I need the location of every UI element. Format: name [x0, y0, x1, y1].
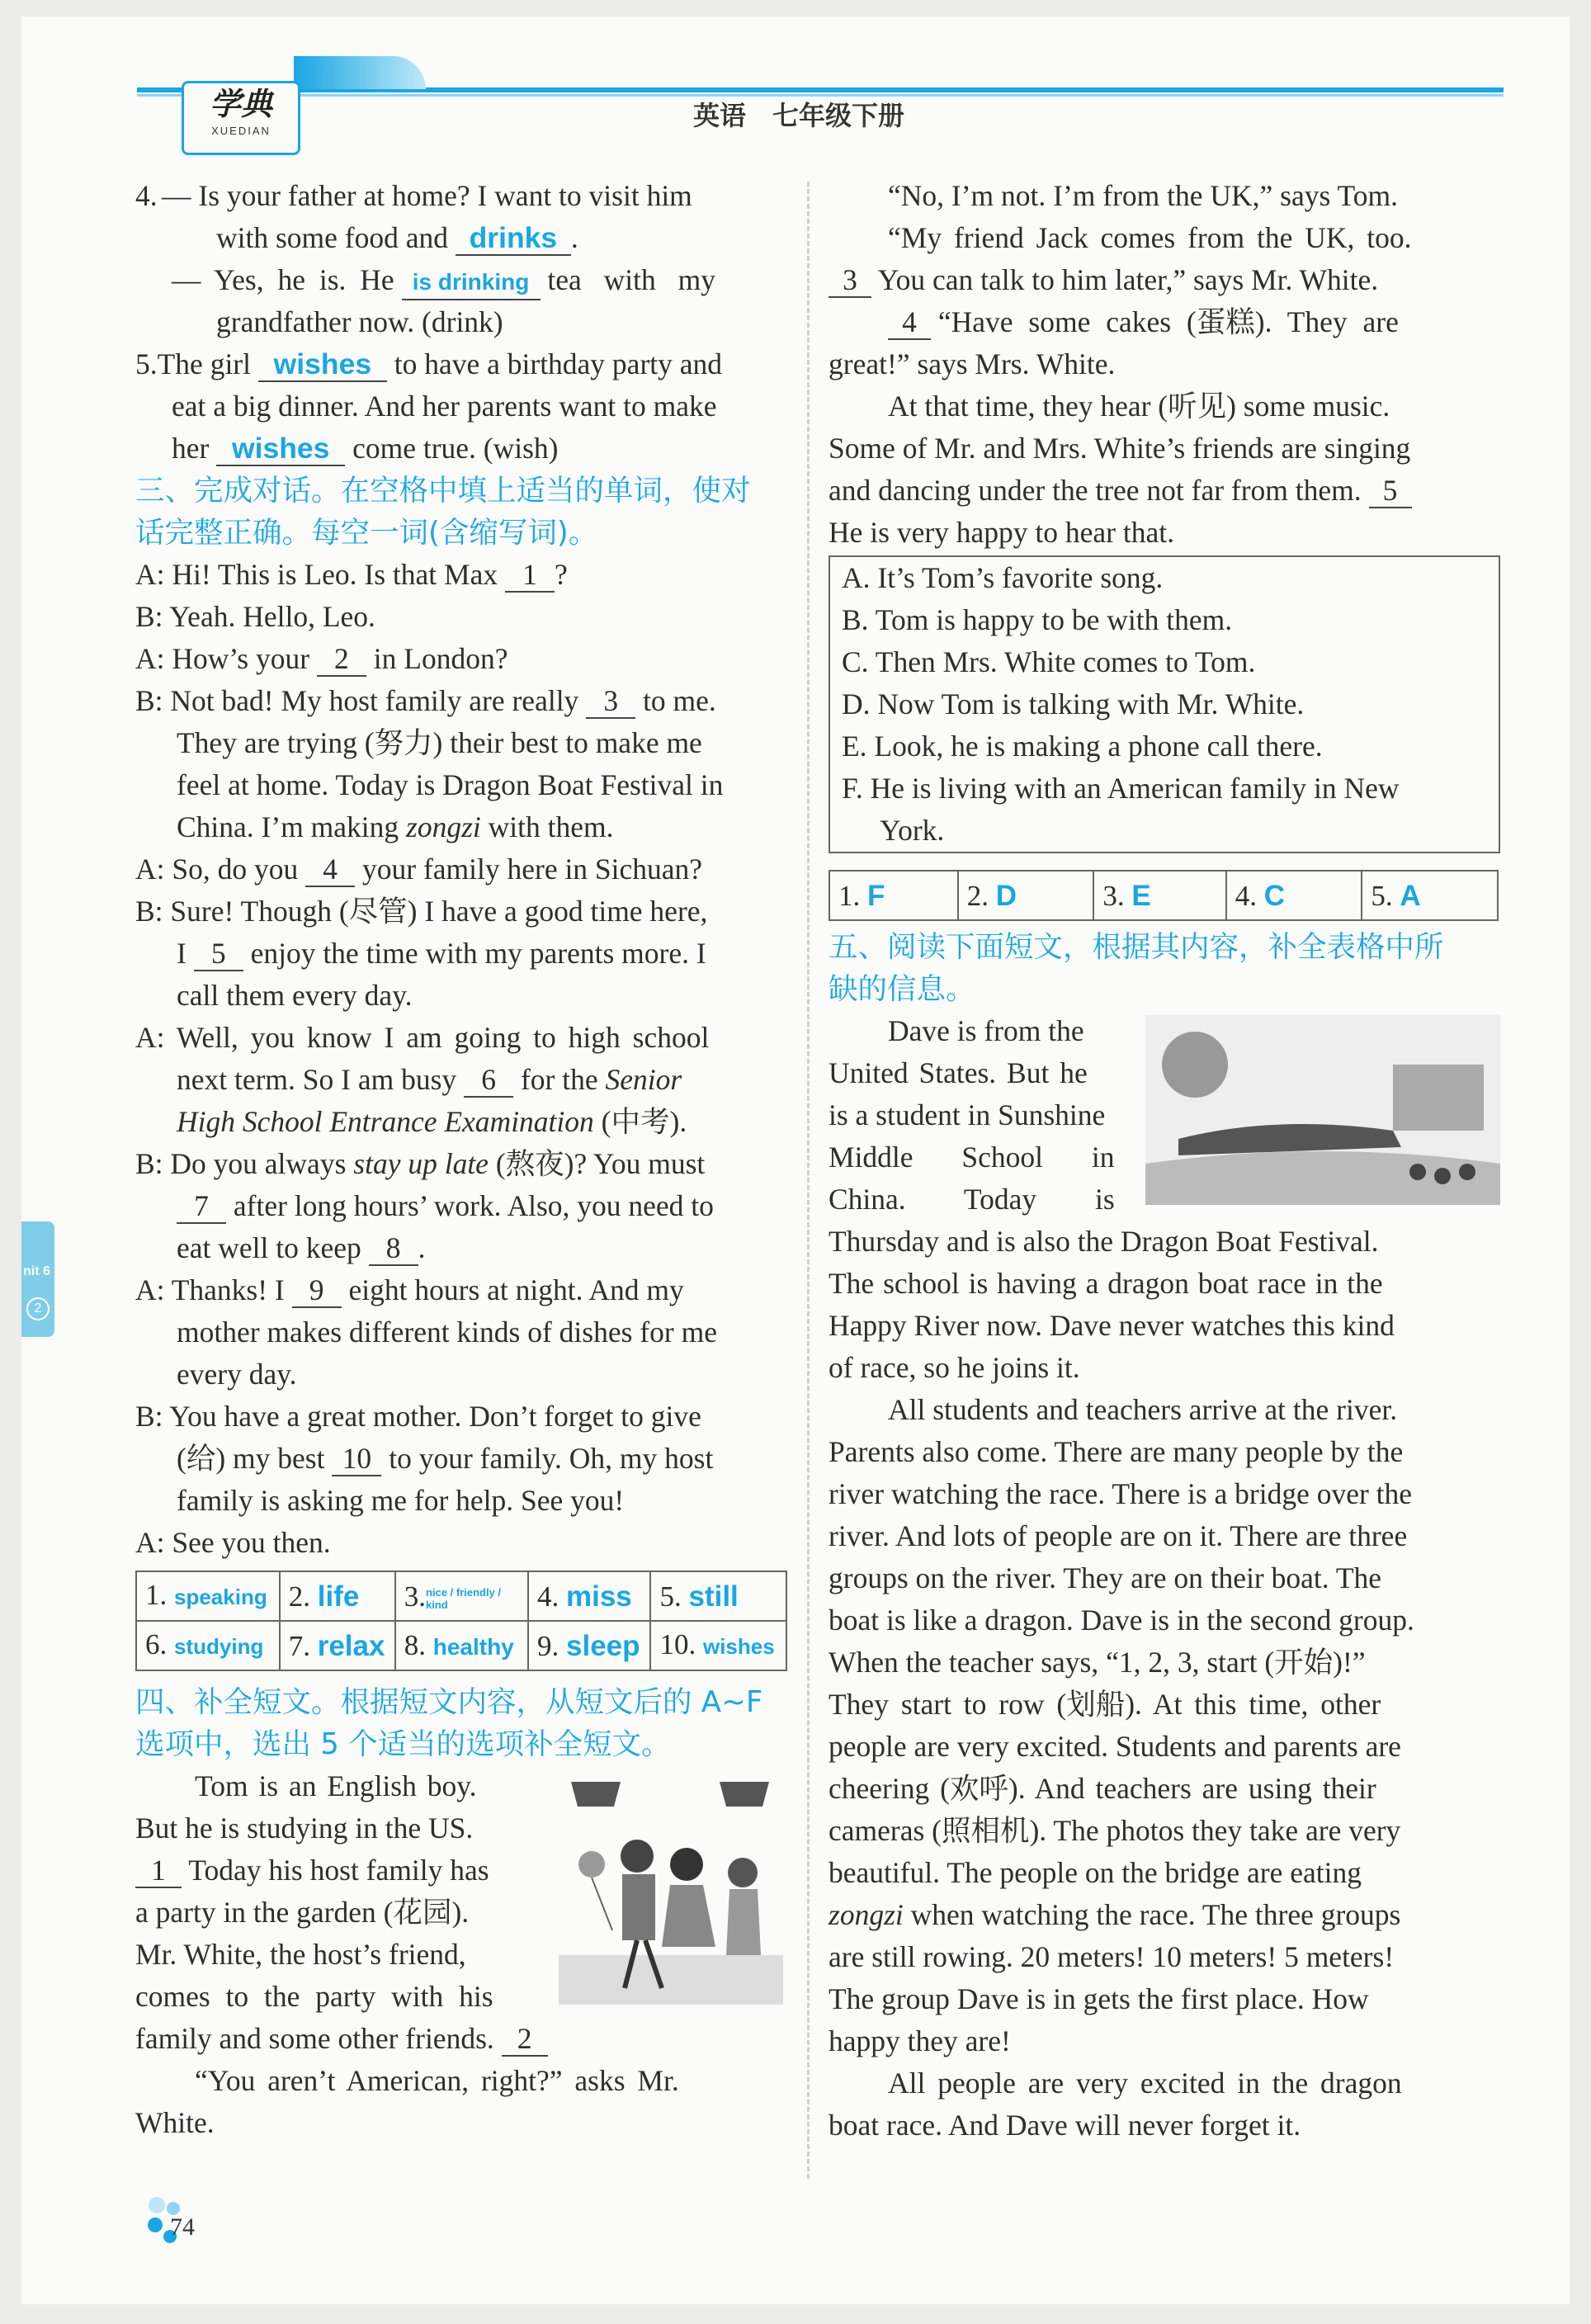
answer-cell: 3. E — [1093, 871, 1225, 920]
answer-cell: 5. still — [650, 1571, 786, 1621]
answer-blank: is drinking — [402, 266, 541, 300]
header-swoosh — [294, 56, 426, 89]
blank-3: 3 — [829, 263, 871, 298]
answer-cell: 6. studying — [136, 1621, 280, 1670]
dialog-line: A: Well, you know I am going to high school — [135, 1021, 710, 1054]
passage-line: United States. But he — [829, 1056, 1088, 1089]
answer-cell: 3.nice / friendly / kind — [395, 1571, 528, 1621]
answer-cell: 10. wishes — [650, 1621, 786, 1670]
blank-4: 4 — [305, 853, 355, 887]
logo — [182, 81, 300, 155]
passage-line: boat is like a dragon. Dave is in the second group. — [829, 1604, 1414, 1637]
dialog-line: A: How’s your 2 in London? — [135, 642, 508, 675]
passage-line: But he is studying in the US. — [135, 1811, 474, 1845]
dialog-line: feel at home. Today is Dragon Boat Festival in — [177, 768, 724, 801]
passage-line: Tom is an English boy. — [195, 1769, 477, 1802]
passage-line: When the teacher says, “1, 2, 3, start (开始)!” — [829, 1646, 1366, 1679]
q5-line1: 5.The girl wishes to have a birthday party and — [135, 347, 723, 380]
option-f: F. He is living with an American family in New — [842, 772, 1400, 805]
answer-cell: 5. A — [1362, 871, 1498, 920]
dialog-line: B: Not bad! My host family are really 3 to me. — [135, 684, 716, 717]
dialog-line: 7 after long hours’ work. Also, you need to — [135, 1185, 791, 1227]
side-tab-circle: 2 — [26, 1297, 50, 1320]
section4-body — [135, 1765, 791, 2144]
dialog-line: A: See you then. — [135, 1526, 331, 1559]
answer-cell: 9. sleep — [528, 1621, 650, 1670]
q4-number: 4. — [135, 179, 158, 212]
passage-line: great!” says Mrs. White. — [829, 347, 1116, 380]
passage-line: cheering (欢呼). And teachers are using their — [829, 1772, 1376, 1805]
answer-cell: 4. miss — [528, 1571, 650, 1621]
answer-cell: 1. F — [829, 871, 958, 920]
passage-line: Dave is from the — [888, 1014, 1084, 1047]
passage-line: zongzi when watching the race. The three groups — [829, 1898, 1401, 1931]
passage-line: groups on the river. They are on their boat. The — [829, 1561, 1382, 1594]
dialog-line: I 5 enjoy the time with my parents more. I — [177, 937, 706, 970]
dialog-line: High School Entrance Examination (中考). — [177, 1105, 687, 1138]
answer-cell: 2. life — [280, 1571, 395, 1621]
logo-text: 学典 — [209, 85, 272, 122]
passage-line: Some of Mr. and Mrs. White’s friends are singing — [829, 432, 1411, 465]
passage-line: Middle School in — [829, 1141, 1115, 1174]
section3-heading: 三、完成对话。在空格中填上适当的单词，使对 话完整正确。每空一词(含缩写词)。 — [135, 474, 751, 550]
page — [21, 17, 1570, 2304]
blank-6: 6 — [464, 1063, 513, 1098]
dialog-line: B: You have a great mother. Don’t forget to give — [135, 1400, 701, 1433]
blank-2: 2 — [317, 642, 366, 677]
q4-line4: grandfather now. (drink) — [216, 305, 503, 338]
answer-blank: wishes — [258, 347, 387, 382]
blank-3: 3 — [586, 684, 635, 719]
dialog-line: B: Do you always stay up late (熬夜)? You must — [135, 1147, 706, 1180]
passage-line: are still rowing. 20 meters! 10 meters! 5 meters! — [829, 1940, 1395, 1973]
passage-line: China. Today is — [829, 1183, 1115, 1216]
q5-line2: eat a big dinner. And her parents want to make — [172, 390, 717, 423]
blank-5: 5 — [194, 937, 243, 971]
answer-cell: 2. D — [958, 871, 1094, 920]
passage-line: cameras (照相机). The photos they take are very — [829, 1814, 1401, 1847]
passage-line: White. — [135, 2106, 215, 2139]
dialog-line: family is asking me for help. See you! — [177, 1484, 625, 1517]
side-tab — [21, 1221, 54, 1337]
option-e: E. Look, he is making a phone call there. — [842, 730, 1323, 763]
answer-cell: 4. C — [1226, 871, 1362, 920]
dialog-line: A: Thanks! I 9 eight hours at night. And my — [135, 1273, 684, 1306]
passage-line: Happy River now. Dave never watches this kind — [829, 1309, 1395, 1342]
right-column — [829, 175, 1502, 2147]
section5-body — [829, 1010, 1502, 2147]
passage-line: “You aren’t American, right?” asks Mr. — [195, 2064, 679, 2097]
passage-line: of race, so he joins it. — [829, 1351, 1080, 1384]
passage-line: All students and teachers arrive at the river. — [888, 1393, 1398, 1426]
dialog-line: mother makes different kinds of dishes for me — [177, 1316, 717, 1349]
book-title: 英语 七年级下册 — [693, 100, 905, 131]
option-f-cont: York. — [880, 814, 945, 847]
blank-5: 5 — [1369, 474, 1412, 508]
section5-heading: 五、阅读下面短文，根据其内容，补全表格中所 缺的信息。 — [829, 930, 1444, 1006]
blank-1: 1 — [505, 558, 555, 593]
passage-line: 4 “Have some cakes (蛋糕). They are — [829, 301, 1502, 343]
passage-line: river watching the race. There is a bridge over the — [829, 1477, 1413, 1510]
answer-blank: drinks — [456, 221, 571, 256]
passage-line: The group Dave is in gets the first place. How — [829, 1982, 1369, 2015]
passage-line: comes to the party with his — [135, 1980, 493, 2013]
dialog-line: B: Yeah. Hello, Leo. — [135, 600, 375, 633]
passage-line: boat race. And Dave will never forget it. — [829, 2109, 1301, 2142]
party-illustration — [555, 1765, 787, 2009]
dialog-line: China. I’m making zongzi with them. — [177, 810, 614, 843]
dialog-line: eat well to keep 8 . — [177, 1231, 426, 1264]
options-box — [829, 555, 1500, 853]
blank-9: 9 — [292, 1273, 342, 1308]
option-d: D. Now Tom is talking with Mr. White. — [842, 687, 1305, 720]
passage-line: is a student in Sunshine — [829, 1098, 1106, 1131]
left-column — [135, 175, 791, 2144]
dragon-boat-illustration — [1145, 1015, 1500, 1205]
passage-line: He is very happy to hear that. — [829, 516, 1174, 549]
passage-line: beautiful. The people on the bridge are eating — [829, 1856, 1362, 1889]
q5-number: 5. — [135, 347, 158, 380]
passage-line: 3 You can talk to him later,” says Mr. White. — [829, 259, 1502, 301]
passage-line: “My friend Jack comes from the UK, too. — [888, 221, 1412, 254]
dialog-line: A: Hi! This is Leo. Is that Max 1 ? — [135, 558, 568, 591]
passage-line: The school is having a dragon boat race in the — [829, 1267, 1383, 1300]
header — [21, 17, 1570, 149]
q4-line3: — Yes, he is. He is drinking tea with my — [135, 259, 791, 301]
blank-4: 4 — [888, 305, 931, 340]
dialog-line: (给) my best 10 to your family. Oh, my host — [177, 1442, 714, 1475]
q5-line3: her wishes come true. (wish) — [172, 432, 559, 465]
passage-line: a party in the garden (花园). — [135, 1896, 470, 1929]
q4-line2: with some food and drinks . — [216, 221, 578, 254]
dialog-line: next term. So I am busy 6 for the Senior — [177, 1063, 682, 1096]
passage-line: Thursday and is also the Dragon Boat Festival. — [829, 1225, 1379, 1258]
passage-line: and dancing under the tree not far from them. 5 — [829, 470, 1502, 512]
dialog-line: They are trying (努力) their best to make me — [177, 726, 702, 759]
passage-line: At that time, they hear (听见) some music. — [888, 390, 1390, 423]
answer-cell: 1. speaking — [136, 1571, 280, 1621]
passage-line: 1 Today his host family has — [135, 1849, 791, 1892]
dialog-line: B: Sure! Though (尽管) I have a good time here, — [135, 895, 708, 928]
logo-subtitle: XUEDIAN — [211, 125, 271, 137]
blank-1: 1 — [135, 1854, 182, 1888]
passage-line: family and some other friends. 2 — [135, 2018, 791, 2060]
option-c: C. Then Mrs. White comes to Tom. — [842, 645, 1256, 678]
section4-answer-table — [829, 870, 1499, 921]
passage-line: people are very excited. Students and parents are — [829, 1730, 1401, 1763]
passage-line: All people are very excited in the dragon — [888, 2067, 1402, 2100]
dialog-line: call them every day. — [177, 979, 413, 1012]
blank-10: 10 — [332, 1442, 381, 1476]
q4-line1: 4. — Is your father at home? I want to visit him — [135, 175, 791, 217]
passage-line: Parents also come. There are many people by the — [829, 1435, 1404, 1468]
section3-answer-table — [135, 1571, 787, 1671]
side-tab-label: nit 6 — [23, 1264, 50, 1278]
option-a: A. It’s Tom’s favorite song. — [842, 561, 1164, 594]
dialog-line: every day. — [177, 1358, 297, 1391]
blank-7: 7 — [177, 1189, 226, 1224]
header-stripe — [137, 94, 1504, 97]
answer-blank: wishes — [216, 432, 345, 466]
answer-cell: 8. healthy — [395, 1621, 528, 1670]
blank-8: 8 — [369, 1231, 418, 1266]
blank-2: 2 — [502, 2022, 548, 2057]
passage-line: Mr. White, the host’s friend, — [135, 1938, 466, 1971]
footer — [129, 2195, 228, 2261]
option-b: B. Tom is happy to be with them. — [842, 603, 1233, 636]
passage-line: river. And lots of people are on it. There are three — [829, 1519, 1408, 1552]
passage-line: They start to row (划船). At this time, other — [829, 1688, 1381, 1721]
section4-heading: 四、补全短文。根据短文内容，从短文后的 A~F 选项中，选出 5 个适当的选项补全短文。 — [135, 1685, 763, 1761]
passage-line: “No, I’m not. I’m from the UK,” says Tom. — [888, 179, 1398, 212]
dialog-line: A: So, do you 4 your family here in Sichuan? — [135, 853, 703, 886]
answer-cell: 7. relax — [280, 1621, 395, 1670]
column-divider — [807, 182, 810, 2179]
page-number: 74 — [170, 2213, 195, 2241]
passage-line: happy they are! — [829, 2024, 1011, 2057]
